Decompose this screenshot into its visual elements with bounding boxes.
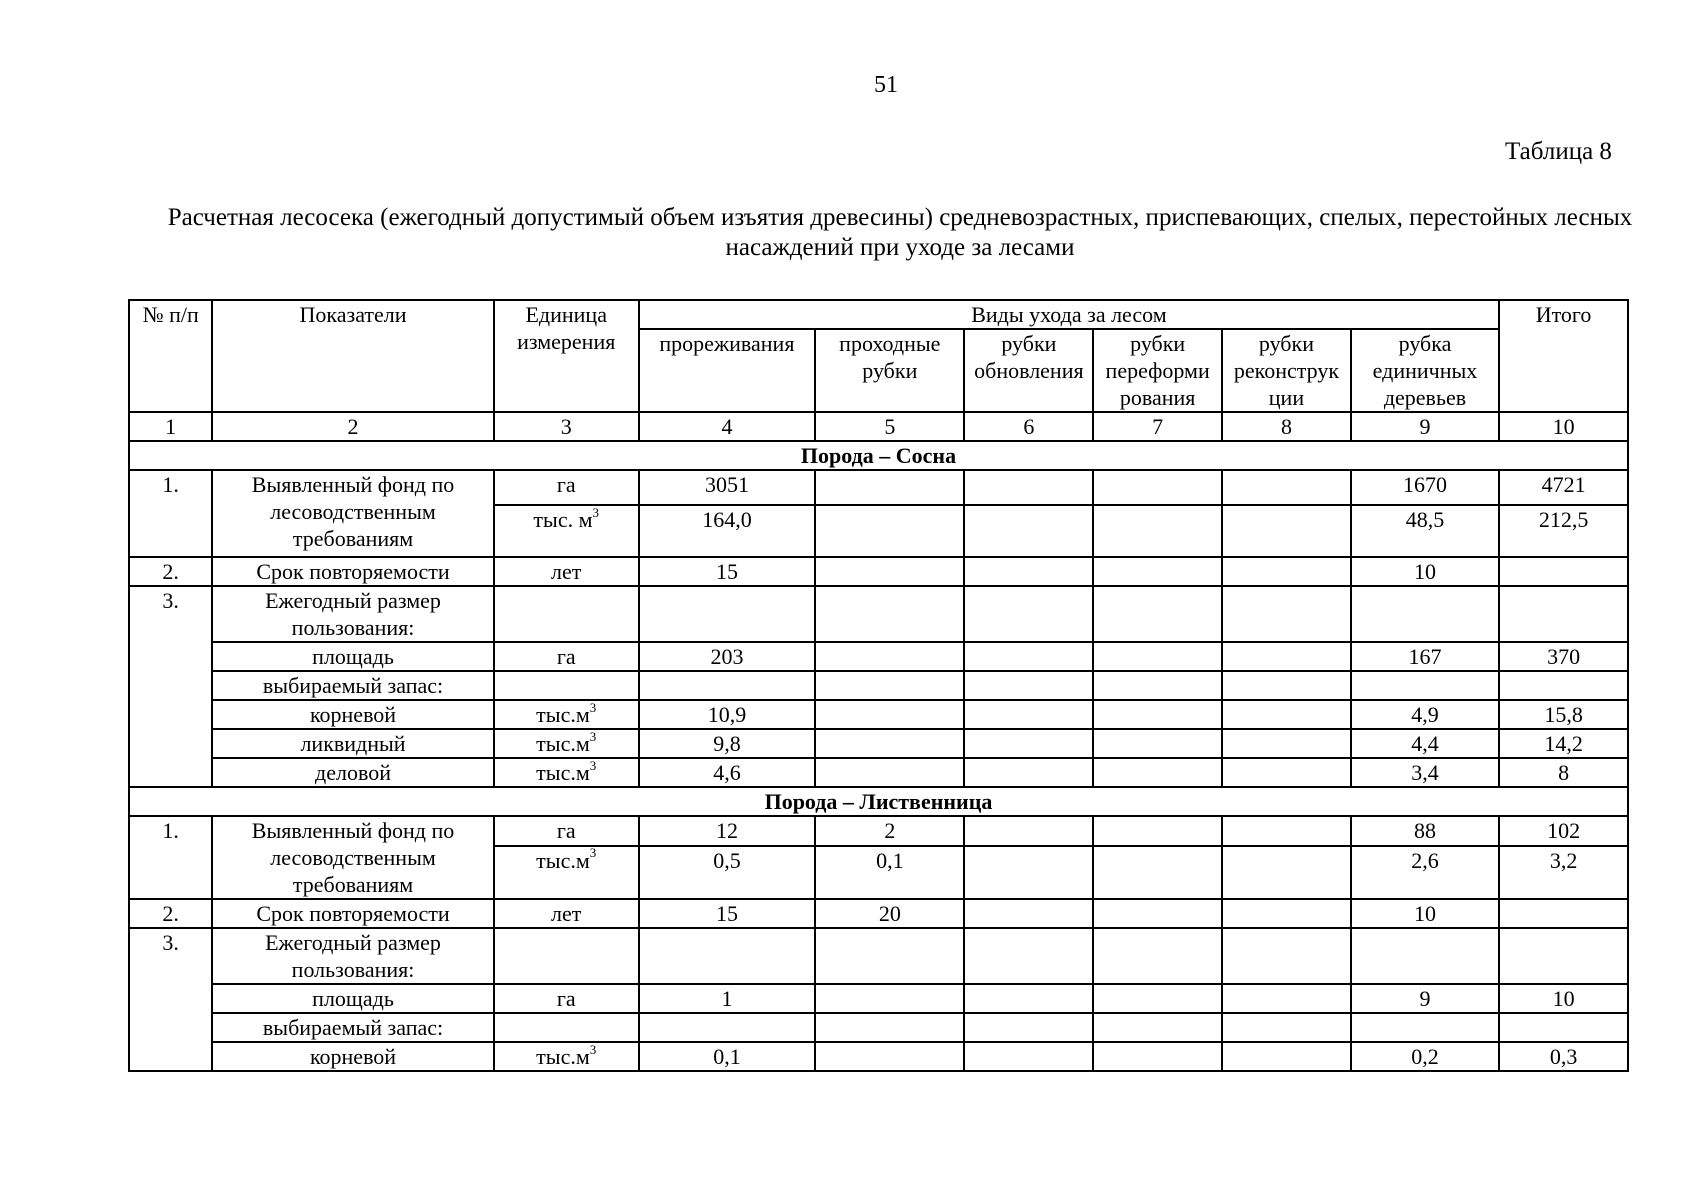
value-cell: 0,3: [1499, 1042, 1628, 1071]
value-cell: [815, 1042, 964, 1071]
value-cell: 2: [815, 816, 964, 846]
column-number-row: [129, 412, 1628, 441]
value-cell: 15: [639, 899, 815, 928]
empty-cell: [1093, 505, 1222, 557]
empty-cell: [1093, 729, 1222, 758]
value-cell: 0,1: [815, 846, 964, 899]
table-row: [129, 700, 1628, 729]
empty-cell: [1093, 816, 1222, 846]
table-row: [129, 816, 1628, 846]
empty-cell: [964, 671, 1093, 700]
unit-superscript: 3: [592, 505, 600, 520]
header-passing: проходные рубки: [815, 329, 964, 412]
empty-cell: [1222, 758, 1351, 787]
empty-cell: [964, 505, 1093, 557]
unit-text: га: [556, 472, 576, 497]
row-label: площадь: [212, 642, 493, 671]
empty-cell: [1222, 816, 1351, 846]
header-renewal: рубки обновления: [964, 329, 1093, 412]
value-cell: 0,5: [639, 846, 815, 899]
header-total: Итого: [1499, 300, 1628, 412]
empty-cell: [1093, 846, 1222, 899]
row-label: Ежегодный размер пользования:: [212, 586, 493, 642]
header-single-trees: рубка единичных деревьев: [1351, 329, 1499, 412]
empty-cell: [1222, 557, 1351, 586]
empty-cell: [1222, 899, 1351, 928]
row-num: 1.: [129, 470, 212, 557]
header-num: № п/п: [129, 300, 212, 412]
section-header-row: [129, 787, 1628, 816]
unit-text: тыс.м: [536, 731, 590, 756]
empty-cell: [1222, 642, 1351, 671]
value-cell: 10: [1351, 557, 1499, 586]
empty-cell: [1222, 700, 1351, 729]
empty-cell: [964, 729, 1093, 758]
empty-cell: [1093, 758, 1222, 787]
row-label: Выявленный фонд по лесоводственным требованиям: [212, 816, 493, 899]
value-cell: 4,4: [1351, 729, 1499, 758]
empty-cell: [1499, 586, 1628, 642]
unit-text: тыс.м: [536, 1044, 590, 1069]
column-number: 3: [494, 412, 639, 441]
unit-superscript: 3: [589, 700, 597, 715]
value-cell: 88: [1351, 816, 1499, 846]
value-cell: [1499, 557, 1628, 586]
header-indicators: Показатели: [212, 300, 493, 412]
unit-superscript: 3: [589, 845, 597, 861]
empty-cell: [1222, 928, 1351, 984]
empty-cell: [1093, 671, 1222, 700]
unit-cell: [494, 846, 639, 899]
value-cell: [815, 984, 964, 1013]
row-label: выбираемый запас:: [212, 671, 493, 700]
row-label: ликвидный: [212, 729, 493, 758]
header-reforming: рубки переформи рования: [1093, 329, 1222, 412]
row-num: 3.: [129, 586, 212, 787]
empty-cell: [964, 1013, 1093, 1042]
value-cell: 48,5: [1351, 505, 1499, 557]
section-title: Порода – Лиственница: [129, 787, 1628, 816]
value-cell: [815, 642, 964, 671]
table-row: [129, 586, 1628, 642]
empty-cell: [1222, 729, 1351, 758]
table-row: [129, 984, 1628, 1013]
value-cell: [639, 1013, 815, 1042]
unit-cell: [494, 1013, 639, 1042]
unit-text: тыс. м: [533, 507, 593, 532]
column-number: 10: [1499, 412, 1628, 441]
empty-cell: [964, 846, 1093, 899]
unit-text: тыс.м: [536, 760, 590, 785]
empty-cell: [1351, 586, 1499, 642]
table-title: Расчетная лесосека (ежегодный допустимый объем изъятия древесины) средневозрастных, приспевающих, спелых, перестойных лесных насаждений при уходе за лесами: [167, 204, 1633, 261]
value-cell: 3,2: [1499, 846, 1628, 899]
unit-superscript: 3: [589, 729, 597, 744]
unit-cell: [494, 671, 639, 700]
empty-cell: [964, 642, 1093, 671]
value-cell: 8: [1499, 758, 1628, 787]
table-row: [129, 899, 1628, 928]
empty-cell: [1222, 1042, 1351, 1071]
header-unit: Единица измерения: [494, 300, 639, 412]
value-cell: 15,8: [1499, 700, 1628, 729]
row-label: корневой: [212, 1042, 493, 1071]
empty-cell: [1093, 586, 1222, 642]
unit-superscript: 3: [589, 1042, 597, 1057]
column-number: 6: [964, 412, 1093, 441]
value-cell: [639, 671, 815, 700]
empty-cell: [964, 758, 1093, 787]
unit-superscript: 3: [589, 758, 597, 773]
page-number: 51: [874, 72, 898, 98]
row-label: выбираемый запас:: [212, 1013, 493, 1042]
value-cell: 10,9: [639, 700, 815, 729]
value-cell: 14,2: [1499, 729, 1628, 758]
empty-cell: [964, 899, 1093, 928]
unit-cell: [494, 729, 639, 758]
empty-cell: [639, 928, 815, 984]
header-row-top: [129, 300, 1628, 329]
value-cell: 20: [815, 899, 964, 928]
unit-cell: [494, 700, 639, 729]
unit-cell: [494, 470, 639, 505]
table-row: [129, 1042, 1628, 1071]
value-cell: 1: [639, 984, 815, 1013]
header-reconstruction: рубки реконструк ции: [1222, 329, 1351, 412]
empty-cell: [1093, 470, 1222, 505]
value-cell: [815, 729, 964, 758]
value-cell: 0,1: [639, 1042, 815, 1071]
header-thinning: прореживания: [639, 329, 815, 412]
empty-cell: [1093, 557, 1222, 586]
row-label: Срок повторяемости: [212, 557, 493, 586]
empty-cell: [494, 928, 639, 984]
unit-text: тыс.м: [536, 702, 590, 727]
empty-cell: [1093, 1042, 1222, 1071]
empty-cell: [964, 984, 1093, 1013]
value-cell: [815, 700, 964, 729]
value-cell: 164,0: [639, 505, 815, 557]
empty-cell: [1093, 928, 1222, 984]
table-row: [129, 729, 1628, 758]
empty-cell: [964, 1042, 1093, 1071]
value-cell: 0,2: [1351, 1042, 1499, 1071]
column-number: 2: [212, 412, 493, 441]
unit-cell: лет: [494, 899, 639, 928]
table-row: [129, 470, 1628, 505]
empty-cell: [1222, 586, 1351, 642]
row-num: 3.: [129, 928, 212, 1071]
unit-text: га: [556, 986, 576, 1011]
empty-cell: [964, 928, 1093, 984]
header-care-types: Виды ухода за лесом: [639, 300, 1499, 329]
empty-cell: [1499, 928, 1628, 984]
empty-cell: [1351, 928, 1499, 984]
empty-cell: [1093, 642, 1222, 671]
row-label: деловой: [212, 758, 493, 787]
unit-cell: [494, 505, 639, 557]
value-cell: [815, 671, 964, 700]
empty-cell: [964, 700, 1093, 729]
empty-cell: [1222, 846, 1351, 899]
value-cell: 3,4: [1351, 758, 1499, 787]
unit-text: га: [556, 644, 576, 669]
column-number: 5: [815, 412, 964, 441]
unit-cell: [494, 984, 639, 1013]
column-number: 7: [1093, 412, 1222, 441]
value-cell: 4721: [1499, 470, 1628, 505]
unit-cell: [494, 1042, 639, 1071]
value-cell: [815, 758, 964, 787]
value-cell: 212,5: [1499, 505, 1628, 557]
value-cell: [815, 505, 964, 557]
value-cell: 15: [639, 557, 815, 586]
row-num: 2.: [129, 899, 212, 928]
value-cell: [815, 470, 964, 505]
empty-cell: [815, 586, 964, 642]
table-row: [129, 642, 1628, 671]
empty-cell: [964, 586, 1093, 642]
empty-cell: [964, 816, 1093, 846]
column-number: 4: [639, 412, 815, 441]
unit-cell: [494, 642, 639, 671]
row-num: 1.: [129, 816, 212, 899]
empty-cell: [639, 586, 815, 642]
value-cell: [815, 1013, 964, 1042]
table-row: [129, 1013, 1628, 1042]
row-label: площадь: [212, 984, 493, 1013]
value-cell: 4,6: [639, 758, 815, 787]
row-label: корневой: [212, 700, 493, 729]
value-cell: [1499, 899, 1628, 928]
empty-cell: [1222, 671, 1351, 700]
value-cell: 203: [639, 642, 815, 671]
table-label: Таблица 8: [1505, 138, 1612, 165]
empty-cell: [1222, 1013, 1351, 1042]
empty-cell: [815, 928, 964, 984]
unit-text: га: [556, 818, 576, 843]
value-cell: 9: [1351, 984, 1499, 1013]
table-row: [129, 671, 1628, 700]
column-number: 8: [1222, 412, 1351, 441]
table-row: [129, 557, 1628, 586]
empty-cell: [964, 557, 1093, 586]
table-row: [129, 758, 1628, 787]
allowable-cut-table: [128, 299, 1629, 1072]
value-cell: 10: [1499, 984, 1628, 1013]
value-cell: [1499, 671, 1628, 700]
empty-cell: [1222, 505, 1351, 557]
value-cell: 3051: [639, 470, 815, 505]
empty-cell: [494, 586, 639, 642]
row-label: Выявленный фонд по лесоводственным требованиям: [212, 470, 493, 557]
value-cell: 2,6: [1351, 846, 1499, 899]
empty-cell: [1093, 984, 1222, 1013]
value-cell: 9,8: [639, 729, 815, 758]
row-num: 2.: [129, 557, 212, 586]
unit-cell: лет: [494, 557, 639, 586]
value-cell: 102: [1499, 816, 1628, 846]
empty-cell: [1222, 984, 1351, 1013]
empty-cell: [964, 470, 1093, 505]
value-cell: [1351, 1013, 1499, 1042]
value-cell: 167: [1351, 642, 1499, 671]
value-cell: 370: [1499, 642, 1628, 671]
column-number: 9: [1351, 412, 1499, 441]
column-number: 1: [129, 412, 212, 441]
row-label: Срок повторяемости: [212, 899, 493, 928]
value-cell: 12: [639, 816, 815, 846]
empty-cell: [1093, 1013, 1222, 1042]
empty-cell: [1093, 899, 1222, 928]
empty-cell: [1222, 470, 1351, 505]
empty-cell: [1093, 700, 1222, 729]
value-cell: 1670: [1351, 470, 1499, 505]
section-title: Порода – Сосна: [129, 441, 1628, 470]
unit-text: тыс.м: [536, 847, 590, 873]
value-cell: 4,9: [1351, 700, 1499, 729]
value-cell: [1351, 671, 1499, 700]
section-header-row: [129, 441, 1628, 470]
row-label: Ежегодный размер пользования:: [212, 928, 493, 984]
value-cell: [1499, 1013, 1628, 1042]
table-row: [129, 928, 1628, 984]
value-cell: [815, 557, 964, 586]
unit-cell: [494, 816, 639, 846]
unit-cell: [494, 758, 639, 787]
value-cell: 10: [1351, 899, 1499, 928]
